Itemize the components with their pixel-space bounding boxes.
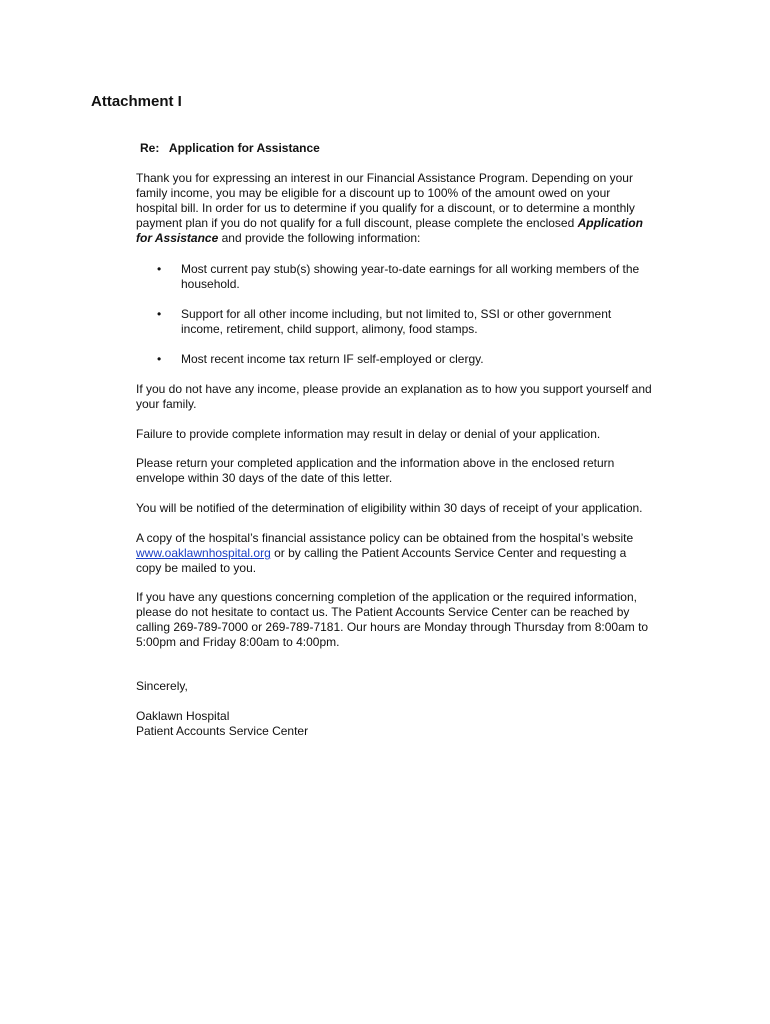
closing [136,679,681,694]
bullet-icon: • [157,352,162,366]
intro-line [136,231,681,246]
failure-paragraph [136,427,681,442]
paragraph-line: Please return your completed application and the information above in the enclosed return [136,456,615,470]
bullet-icon: • [157,307,162,321]
list-item-text: Support for all other income including, but not limited to, SSI or other government [181,307,612,321]
intro-line [136,216,681,231]
intro-text: payment plan if you do not qualify for a full discount, please complete the enclosed [136,216,578,230]
bullet-icon: • [157,262,162,276]
questions-paragraph [136,590,681,650]
paragraph-line: If you do not have any income, please provide an explanation as to how you support yourself and [136,382,652,396]
no-income-paragraph [136,382,681,412]
return-paragraph [136,456,681,486]
required-documents-list [136,262,681,382]
list-item [136,307,681,337]
subject-text: Application for Assistance [168,141,320,155]
subject-line [140,141,320,155]
paragraph-line: A copy of the hospital’s financial assistance policy can be obtained from the hospital’s website [136,531,634,545]
intro-line: hospital bill. In order for us to determine if you qualify for a discount, or to determine a monthly [136,201,635,215]
intro-line: Thank you for expressing an interest in our Financial Assistance Program. Depending on your [136,171,633,185]
list-item [136,352,681,367]
paragraph-line: envelope within 30 days of the date of this letter. [136,471,393,485]
attachment-title: Attachment I [91,93,182,110]
application-emphasis: Application [577,216,643,230]
intro-paragraph [136,171,681,246]
list-item [136,262,681,292]
application-emphasis: for Assistance [136,231,219,245]
signature-organization: Oaklawn Hospital [136,709,230,723]
signature-department: Patient Accounts Service Center [136,724,309,738]
intro-line: family income, you may be eligible for a discount up to 100% of the amount owed on your [136,186,611,200]
paragraph-line: calling 269-789-7000 or 269-789-7181. Our hours are Monday through Thursday from 8:00am to [136,620,649,634]
paragraph-line: If you have any questions concerning completion of the application or the required information, [136,590,637,604]
intro-text: and provide the following information: [218,231,421,245]
notification-paragraph [136,501,681,516]
subject-label: Re: [140,141,160,155]
policy-paragraph [136,531,681,576]
list-item-text: household. [181,277,240,291]
paragraph-line [136,546,681,561]
paragraph-text: or by calling the Patient Accounts Service Center and requesting a [270,546,627,560]
paragraph-line: your family. [136,397,197,411]
hospital-website-link[interactable]: www.oaklawnhospital.org [136,546,271,560]
paragraph-line: You will be notified of the determination of eligibility within 30 days of receipt of your application. [136,501,643,515]
paragraph-line: copy be mailed to you. [136,561,257,575]
list-item-text: income, retirement, child support, alimony, food stamps. [181,322,478,336]
list-item-text: Most recent income tax return IF self-employed or clergy. [181,352,484,366]
paragraph-line: Failure to provide complete information may result in delay or denial of your application. [136,427,601,441]
paragraph-line: 5:00pm and Friday 8:00am to 4:00pm. [136,635,340,649]
closing-text: Sincerely, [136,679,188,693]
signature-block [136,709,681,739]
list-item-text: Most current pay stub(s) showing year-to-date earnings for all working members of the [181,262,640,276]
paragraph-line: please do not hesitate to contact us. The Patient Accounts Service Center can be reached by [136,605,630,619]
